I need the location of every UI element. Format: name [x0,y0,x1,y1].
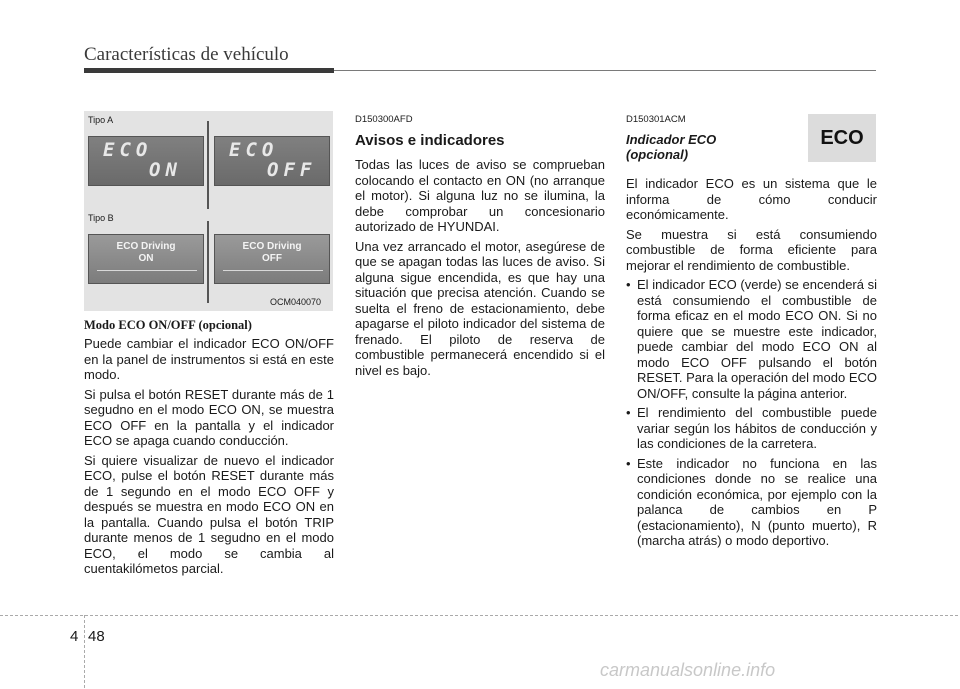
lcd-eco-driving-on [88,234,204,284]
col3-paragraph-2: Se muestra si está consumiendo combustible de forma eficiente para mejorar el rendimiento de combustible. [626,226,877,273]
page-header-title: Características de vehículo [84,44,289,65]
type-b-label: Tipo B [88,213,114,223]
list-item: • El indicador ECO (verde) se encenderá si está consumiendo el combustible de forma eficaz en el modo ECO ON. Si no quiere que se muestre este indicador, puede cambiar del modo ECO ON al modo ECO OFF pulsando el botón RESET. Para la operación del modo ECO ON/OFF, consulte la página anterior. [626,277,877,401]
warnings-heading: Avisos e indicadores [355,132,505,149]
list-item: • El rendimiento del combustible puede variar según los hábitos de conducción y las condiciones de la carretera. [626,405,877,452]
list-item: • Este indicador no funciona en las condiciones donde no se realice una condición económica, por ejemplo con la palanca de cambios en P (estacionamiento), N (punto muerto), R (marcha atrás) o modo deportivo. [626,456,877,549]
section-code: D150300AFD [355,114,413,125]
watermark: carmanualsonline.info [600,660,776,680]
lcd-b-on-line1: ECO Driving [116,241,176,252]
lcd-eco-off-bottom: OFF [267,159,317,181]
lcd-eco-on-top: ECO [103,139,153,161]
eco-bullet-list [626,277,877,549]
lcd-eco-off [214,136,330,186]
eco-mode-heading: Modo ECO ON/OFF (opcional) [84,318,252,332]
eco-indicator-heading-line2: (opcional) [626,147,689,162]
col1-paragraph-3: Si quiere visualizar de nuevo el indicador ECO, pulse el botón RESET durante más de 1 segundo en el modo ECO OFF y después se muestra en modo ECO ON en la pantalla. Cuando pulsa el botón TRIP durante menos de 1 segudno en el modo ECO, el modo se cambia al cuentakilómetos parcial. [84,452,334,576]
lcd-eco-on-bottom: ON [149,159,182,181]
footer-rule [0,615,960,616]
lcd-b-on-line2: ON [138,253,154,264]
header-rule [334,70,876,71]
page-number: 48 [88,628,105,645]
eco-display-figure [84,111,333,311]
header-bar [84,68,334,73]
figure-divider-b [207,221,209,303]
section-code: D150301ACM [626,114,686,125]
lcd-b-off-line2: OFF [262,253,282,264]
lcd-b-off-rule [223,270,323,271]
col2-paragraph-2: Una vez arrancado el motor, asegúrese de que se apagan todas las luces de aviso. Si alguna sigue encendida, es que hay una situación que precisa atención. Cuando se suelta el freno de estacionamiento, debe apagarse el piloto indicador del sistema de frenado. El piloto de reserva de combustible permanecerá encendido si el nivel es bajo. [355,238,605,378]
eco-badge-icon: ECO [808,114,876,162]
lcd-eco-on [88,136,204,186]
col1-paragraph-2: Si pulsa el botón RESET durante más de 1 segudno en el modo ECO ON, se muestra ECO OFF en la pantalla y el indicador ECO se apaga cuando conducción. [84,386,334,448]
eco-indicator-heading-line1: Indicador ECO [626,132,717,147]
footer-vertical-rule [84,615,85,689]
column-3 [626,114,877,553]
col3-paragraph-1: El indicador ECO es un sistema que le informa de cómo conducir económicamente. [626,176,877,222]
lcd-eco-driving-off [214,234,330,284]
column-2 [355,114,605,382]
col2-paragraph-1: Todas las luces de aviso se comprueban colocando el contacto en ON (no arranque el motor). Si alguna luz no se ilumina, la debe comprobar un concesionario autorizado de HYUNDAI. [355,157,605,234]
column-1 [84,318,334,581]
figure-divider-a [207,121,209,209]
lcd-b-on-rule [97,270,197,271]
lcd-eco-off-top: ECO [229,139,279,161]
chapter-number: 4 [70,628,79,645]
figure-code: OCM040070 [270,297,322,307]
lcd-b-off-line1: ECO Driving [242,241,302,252]
type-a-label: Tipo A [88,115,114,125]
col1-paragraph-1: Puede cambiar el indicador ECO ON/OFF en la panel de instrumentos si está en este modo. [84,336,334,382]
